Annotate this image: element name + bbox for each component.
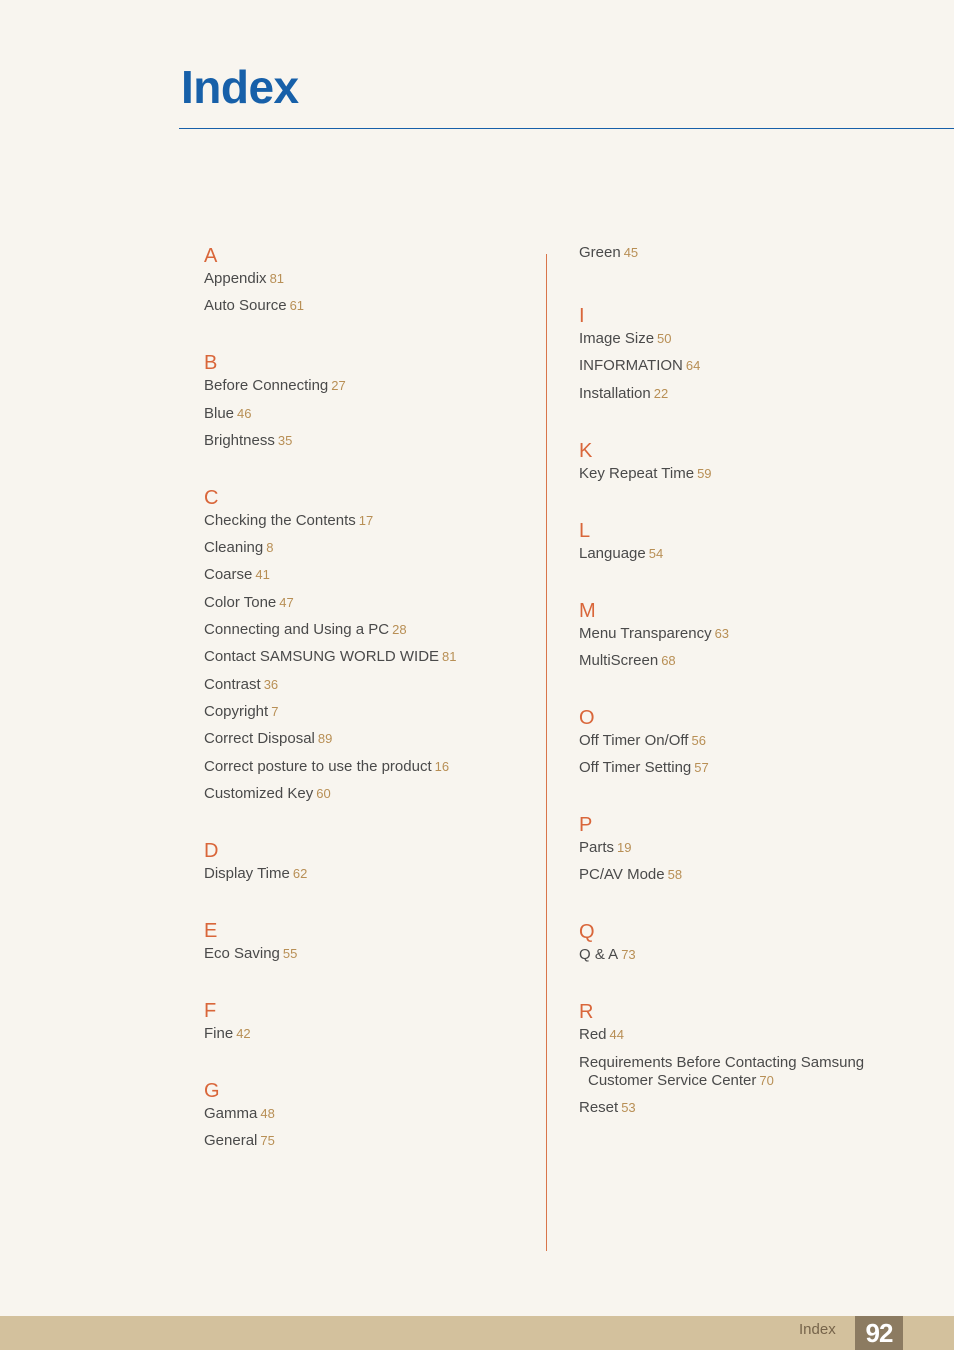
section-letter: L [579, 519, 591, 542]
entry-page-number[interactable]: 75 [260, 1133, 275, 1149]
entry-text: Blue [204, 404, 235, 422]
entry-page-number[interactable]: 56 [691, 732, 706, 748]
entry-page-number[interactable]: 55 [282, 945, 298, 961]
index-entry[interactable] [579, 545, 909, 563]
entry-text: Gamma [204, 1104, 258, 1122]
entry-text: Correct posture to use the product [204, 757, 432, 775]
index-section [579, 1000, 909, 1117]
entry-page-number[interactable]: 22 [653, 385, 669, 401]
entry-text: Before Connecting [204, 377, 329, 395]
section-letter: A [204, 245, 218, 267]
entry-page-number[interactable]: 7 [271, 703, 279, 719]
section-letter: Q [579, 921, 595, 944]
entry-text: Display Time [204, 864, 290, 882]
entry-page-number[interactable]: 27 [331, 378, 346, 394]
index-section [204, 486, 524, 803]
section-letter: P [579, 814, 593, 837]
index-entry[interactable] [579, 839, 909, 857]
entry-page-number[interactable]: 81 [442, 649, 457, 665]
index-section [579, 813, 909, 884]
entry-text: Checking the Contents [204, 511, 356, 529]
index-section [579, 244, 909, 262]
entry-page-number[interactable]: 42 [236, 1025, 251, 1041]
entry-page-number[interactable]: 50 [657, 331, 672, 346]
section-letter: R [579, 1001, 594, 1024]
index-entry[interactable] [204, 621, 524, 639]
index-entry[interactable] [204, 1132, 524, 1150]
index-section [579, 706, 909, 777]
index-entry[interactable] [204, 512, 524, 530]
entry-text: Menu Transparency [579, 624, 712, 642]
entry-text: Copyright [204, 702, 269, 720]
section-letter: M [579, 599, 596, 622]
entry-text: Fine [204, 1024, 234, 1042]
entry-page-number[interactable]: 41 [255, 567, 270, 583]
entry-text: Customized Key [204, 784, 314, 802]
entry-text: Parts [579, 839, 615, 857]
index-entry[interactable] [204, 758, 524, 776]
entry-text: General [204, 1132, 258, 1150]
index-entry[interactable] [579, 385, 909, 403]
index-entry[interactable] [204, 945, 524, 963]
entry-text: Eco Saving [204, 944, 280, 962]
index-column-right [579, 244, 909, 1153]
index-entry[interactable] [204, 785, 524, 803]
entry-page-number[interactable]: 89 [317, 731, 333, 747]
entry-page-number[interactable]: 73 [621, 947, 636, 963]
index-entry[interactable] [579, 244, 909, 262]
index-entry[interactable] [204, 566, 524, 584]
entry-page-number[interactable]: 16 [434, 758, 450, 774]
index-section [204, 1079, 524, 1150]
entry-text: Correct Disposal [204, 730, 315, 748]
index-entry[interactable] [204, 594, 524, 612]
entry-text: Coarse [204, 566, 253, 584]
section-letter: K [579, 439, 593, 462]
index-section [579, 439, 909, 483]
footer-section-label: Index [799, 1321, 836, 1338]
index-entry[interactable] [204, 1025, 524, 1043]
entry-page-number[interactable]: 19 [617, 840, 632, 856]
entry-page-number[interactable]: 61 [289, 298, 305, 314]
section-letter: C [204, 486, 219, 509]
index-entry[interactable] [204, 377, 524, 395]
title-divider [179, 128, 954, 129]
entry-text: Contrast [204, 675, 261, 693]
entry-page-number[interactable]: 48 [260, 1105, 275, 1121]
index-entry[interactable] [204, 539, 524, 557]
entry-page-number[interactable]: 62 [292, 865, 308, 881]
index-section [204, 919, 524, 963]
index-section [204, 351, 524, 450]
index-entry[interactable] [204, 676, 524, 694]
entry-text: Contact SAMSUNG WORLD WIDE [204, 648, 440, 666]
entry-text: Image Size [579, 330, 655, 347]
index-entry[interactable] [579, 1026, 909, 1044]
entry-text: Q & A [579, 946, 619, 964]
section-letter: G [204, 1079, 220, 1102]
entry-text: INFORMATION [579, 357, 683, 375]
index-entry[interactable] [579, 759, 909, 777]
entry-page-number[interactable]: 28 [392, 622, 407, 638]
entry-text: Color Tone [204, 593, 277, 611]
index-entry[interactable] [579, 357, 909, 375]
index-section [579, 599, 909, 670]
index-section [204, 244, 524, 315]
index-entry[interactable] [579, 732, 909, 750]
entry-page-number[interactable]: 54 [648, 545, 664, 561]
section-letter: I [579, 305, 585, 327]
section-letter: O [579, 706, 595, 729]
index-section [204, 999, 524, 1043]
index-section [204, 839, 524, 883]
index-entry[interactable] [579, 652, 909, 670]
entry-text: Off Timer Setting [579, 759, 692, 777]
index-entry[interactable] [579, 1099, 909, 1117]
entry-page-number[interactable]: 53 [621, 1100, 636, 1116]
page-number: 92 [855, 1316, 903, 1350]
section-letter: E [204, 919, 218, 942]
section-letter: F [204, 999, 217, 1022]
index-entry[interactable] [579, 1054, 909, 1090]
entry-page-number[interactable]: 46 [237, 405, 252, 421]
index-entry[interactable] [579, 866, 909, 884]
index-entry[interactable] [204, 270, 524, 288]
section-letter: B [204, 352, 218, 375]
entry-page-number[interactable]: 36 [263, 676, 279, 692]
index-entry[interactable] [204, 865, 524, 883]
index-entry[interactable] [204, 1105, 524, 1123]
index-entry[interactable] [204, 703, 524, 721]
entry-page-number[interactable]: 45 [623, 245, 639, 260]
entry-text: PC/AV Mode [579, 866, 665, 884]
index-column-left [204, 244, 524, 1186]
index-entry[interactable] [579, 330, 909, 348]
entry-text: Cleaning [204, 539, 264, 557]
entry-text: Reset [579, 1099, 619, 1117]
index-entry[interactable] [579, 946, 909, 964]
entry-page-number[interactable]: 81 [269, 271, 285, 286]
index-entry[interactable] [204, 297, 524, 315]
entry-text: MultiScreen [579, 651, 659, 669]
entry-page-number[interactable]: 35 [277, 432, 293, 448]
entry-page-number[interactable]: 68 [661, 652, 676, 668]
entry-page-number[interactable]: 70 [759, 1072, 774, 1088]
entry-text: Language [579, 544, 646, 562]
entry-text: Red [579, 1026, 607, 1044]
entry-text: Brightness [204, 431, 275, 449]
column-divider [546, 254, 547, 1251]
index-entry[interactable] [204, 432, 524, 450]
entry-page-number[interactable]: 44 [609, 1027, 624, 1043]
index-entry[interactable] [579, 625, 909, 643]
entry-text-line2: Customer Service Center [588, 1071, 757, 1089]
section-letter: D [204, 839, 219, 862]
entry-page-number[interactable]: 8 [266, 540, 274, 556]
entry-page-number[interactable]: 57 [694, 760, 709, 776]
entry-page-number[interactable]: 64 [685, 358, 701, 374]
entry-page-number[interactable]: 59 [697, 465, 712, 481]
index-entry[interactable] [204, 648, 524, 666]
entry-text: Requirements Before Contacting Samsung [579, 1053, 865, 1071]
entry-text: Connecting and Using a PC [204, 621, 390, 639]
index-section [579, 920, 909, 964]
entry-text: Off Timer On/Off [579, 731, 689, 749]
entry-text: Green [579, 244, 621, 261]
entry-text: Installation [579, 384, 651, 402]
entry-page-number[interactable]: 63 [714, 625, 730, 641]
entry-text: Auto Source [204, 297, 287, 315]
entry-page-number[interactable]: 47 [279, 594, 294, 610]
entry-text: Key Repeat Time [579, 464, 695, 482]
entry-page-number[interactable]: 58 [667, 867, 683, 883]
index-entry[interactable] [204, 405, 524, 423]
entry-text-continued [579, 1072, 909, 1090]
index-section [579, 304, 909, 403]
entry-page-number[interactable]: 60 [316, 785, 331, 801]
index-section [579, 519, 909, 563]
index-entry[interactable] [579, 465, 909, 483]
entry-page-number[interactable]: 17 [358, 512, 374, 528]
entry-text: Appendix [204, 270, 267, 287]
page-title: Index [181, 61, 299, 113]
index-entry[interactable] [204, 730, 524, 748]
